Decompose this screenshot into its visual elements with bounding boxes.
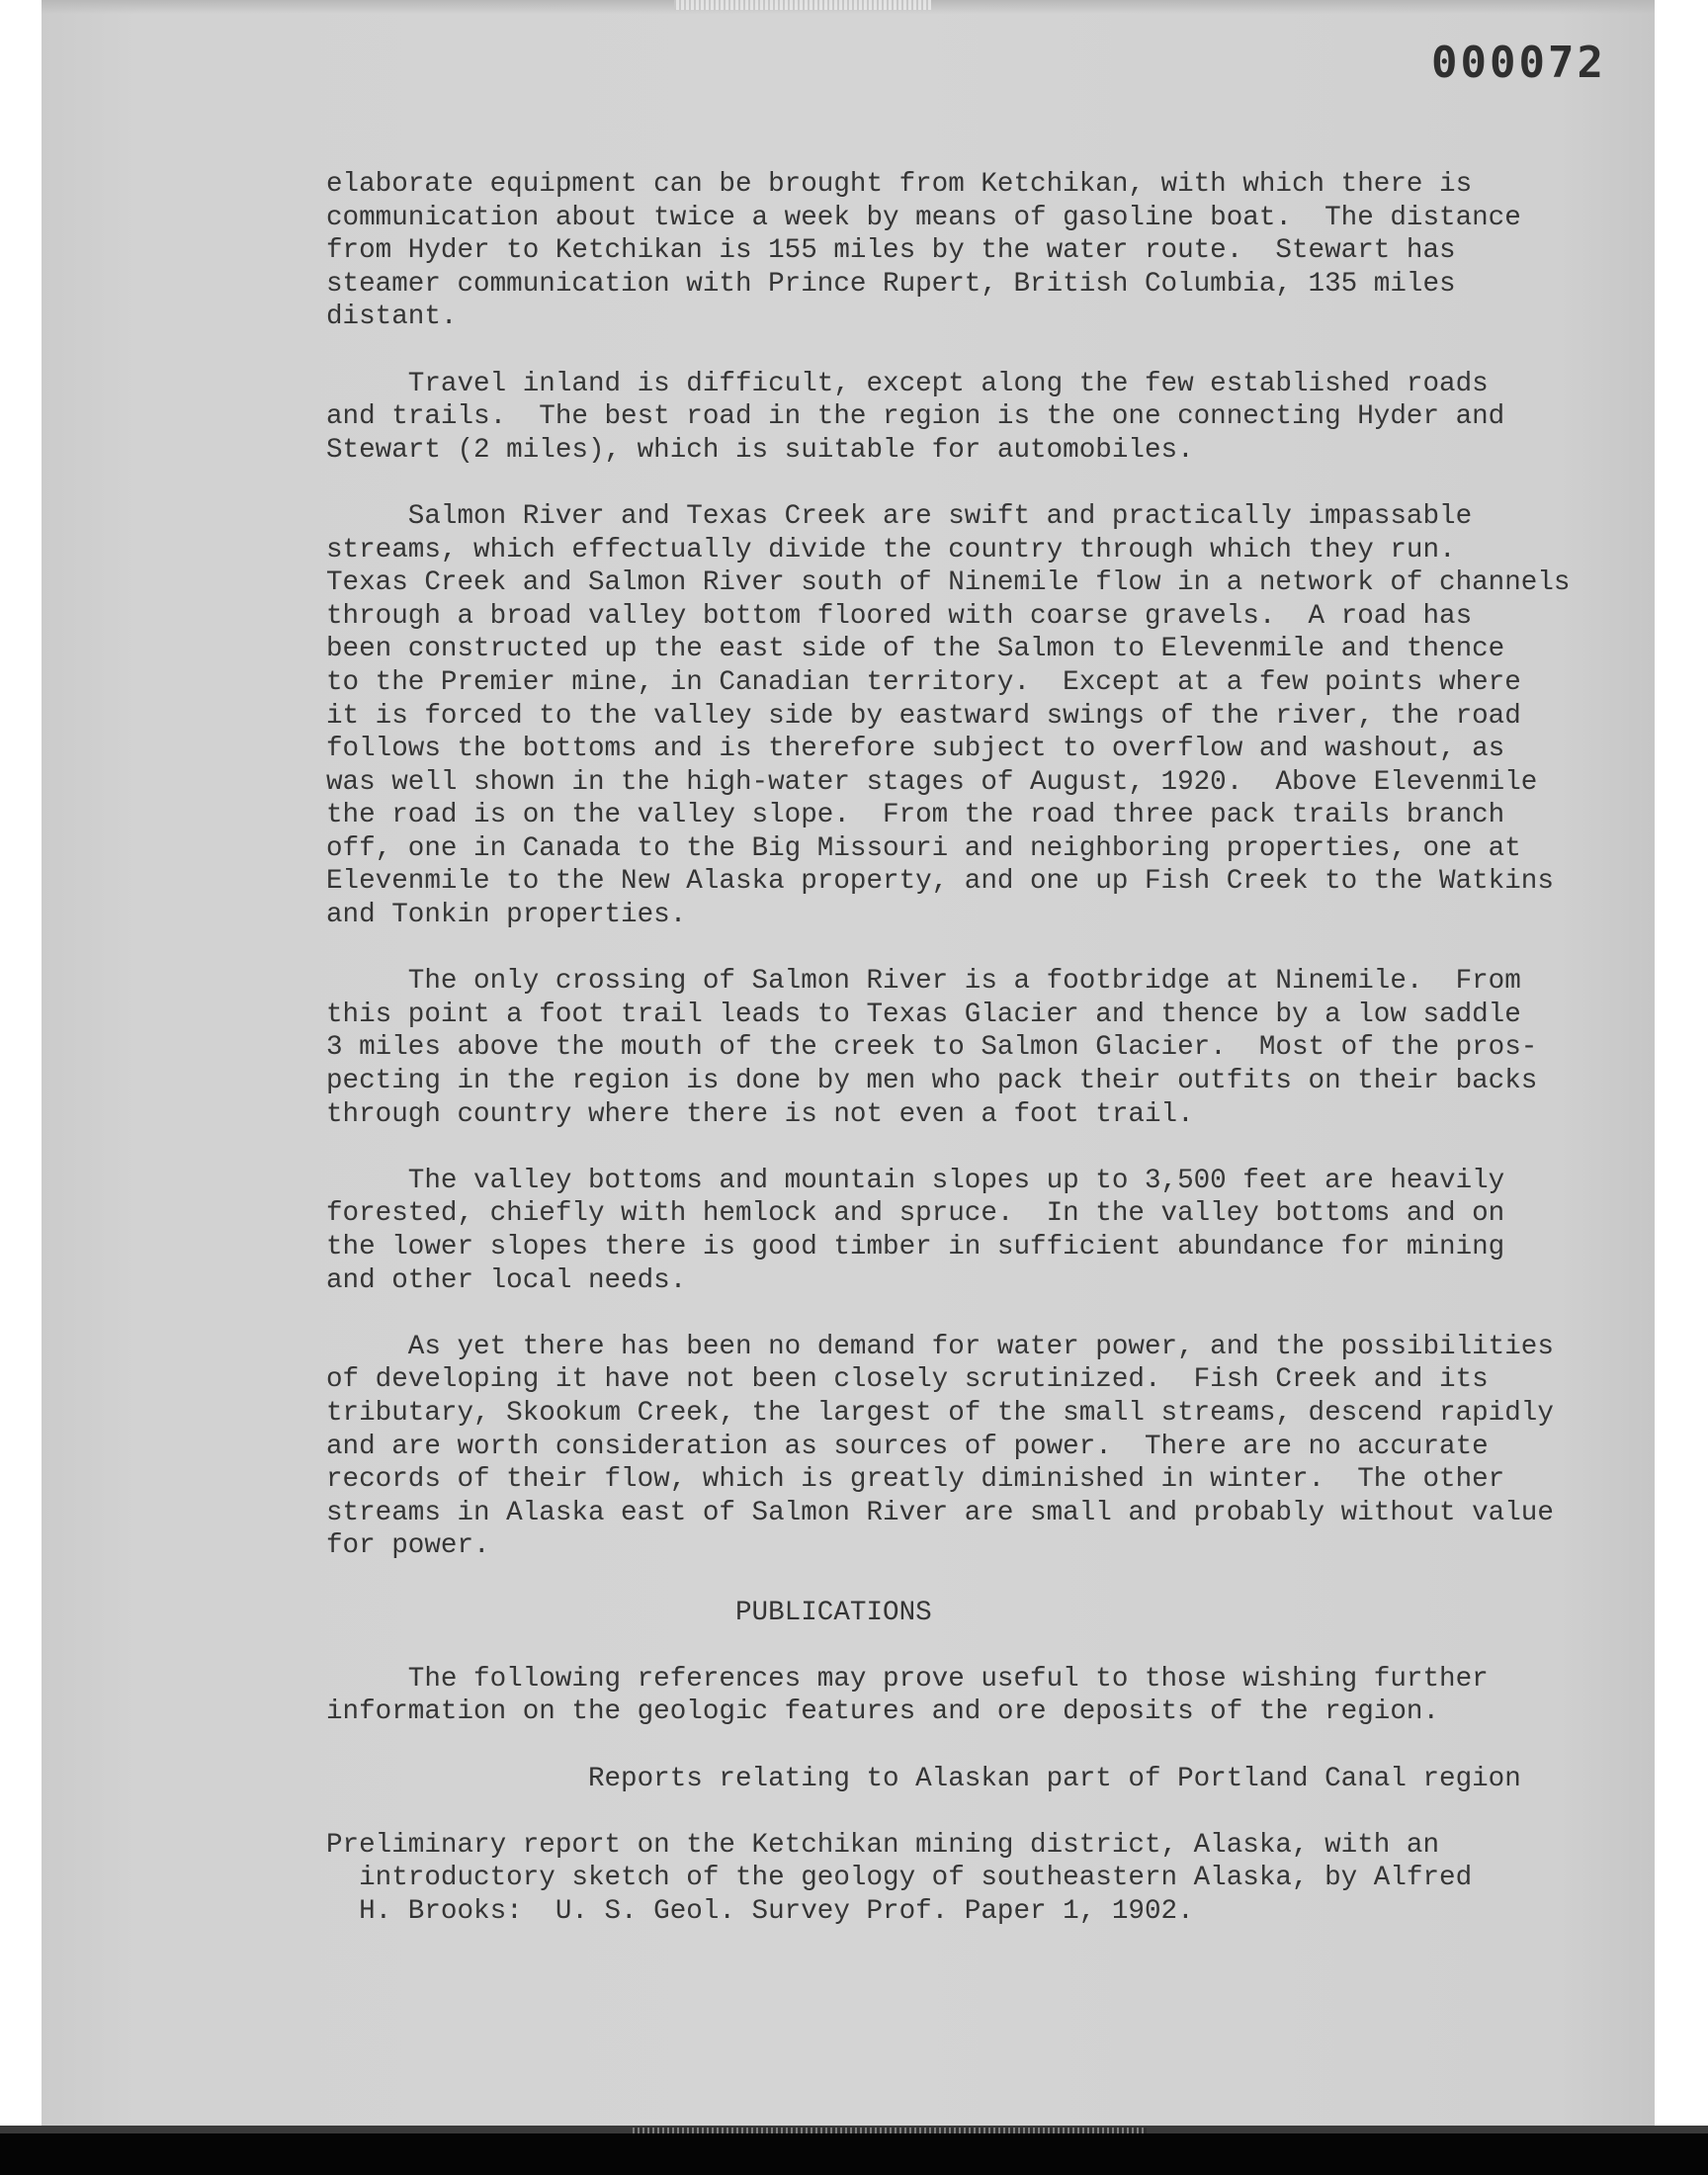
text-line: and Tonkin properties. — [326, 900, 687, 931]
text-line: distant. — [326, 302, 458, 333]
text-line: The only crossing of Salmon River is a footbridge at Ninemile. From — [326, 966, 1521, 998]
text-line: this point a foot trail leads to Texas Glacier and thence by a low saddle — [326, 999, 1521, 1030]
text-line: Texas Creek and Salmon River south of Ninemile flow in a network of channels — [326, 567, 1571, 599]
scan-border — [0, 2126, 1708, 2175]
text-line: streams, which effectually divide the country through which they run. — [326, 534, 1456, 566]
text-line: records of their flow, which is greatly diminished in winter. The other — [326, 1464, 1505, 1496]
text-line: Travel inland is difficult, except along the few established roads — [326, 368, 1489, 399]
paragraph-gap — [326, 334, 1611, 368]
text-line: Salmon River and Texas Creek are swift and practically impassable — [326, 500, 1473, 532]
text-line: 3 miles above the mouth of the creek to Salmon Glacier. Most of the pros- — [326, 1032, 1538, 1064]
paragraph-gap — [326, 1131, 1611, 1165]
text-line: been constructed up the east side of the Salmon to Elevenmile and thence — [326, 634, 1505, 665]
text-line: The valley bottoms and mountain slopes up to 3,500 feet are heavily — [326, 1165, 1505, 1196]
text-line: and are worth consideration as sources of power. There are no accurate — [326, 1431, 1489, 1462]
text-line: As yet there has been no demand for water power, and the possibilities — [326, 1331, 1554, 1362]
text-line: it is forced to the valley side by eastward swings of the river, the road — [326, 700, 1521, 732]
document-page — [42, 0, 1655, 2126]
body-text — [326, 168, 1611, 1928]
text-line: the lower slopes there is good timber in sufficient abundance for mining — [326, 1232, 1505, 1262]
text-line: forested, chiefly with hemlock and spruce. In the valley bottoms and on — [326, 1198, 1505, 1230]
scan-artifact — [633, 2128, 1147, 2133]
text-line: through a broad valley bottom floored with coarse gravels. A road has — [326, 600, 1473, 632]
paragraph-gap — [326, 1629, 1611, 1663]
text-line: follows the bottoms and is therefore subject to overflow and washout, as — [326, 734, 1505, 765]
reference-line: introductory sketch of the geology of southeastern Alaska, by Alfred — [326, 1863, 1473, 1894]
text-line: communication about twice a week by means of gasoline boat. The distance — [326, 202, 1521, 233]
text-line: elaborate equipment can be brought from Ketchikan, with which there is — [326, 169, 1473, 200]
text-line: and trails. The best road in the region is the one connecting Hyder and — [326, 401, 1505, 433]
reference-line: Preliminary report on the Ketchikan mining district, Alaska, with an — [326, 1829, 1440, 1861]
scan-artifact — [674, 0, 931, 10]
text-line: and other local needs. — [326, 1264, 687, 1296]
paragraph-gap — [326, 1795, 1611, 1829]
paragraph-gap — [326, 1729, 1611, 1763]
paragraph-gap — [326, 467, 1611, 500]
text-line: for power. — [326, 1530, 490, 1562]
subsection-heading: Reports relating to Alaskan part of Portland Canal region — [326, 1763, 1521, 1794]
text-line: steamer communication with Prince Rupert, British Columbia, 135 miles — [326, 268, 1456, 300]
text-line: pecting in the region is done by men who pack their outfits on their backs — [326, 1066, 1538, 1097]
page-number: 000072 — [1431, 38, 1606, 88]
paragraph-gap — [326, 932, 1611, 966]
text-line: streams in Alaska east of Salmon River are small and probably without value — [326, 1497, 1554, 1528]
paragraph-gap — [326, 1563, 1611, 1597]
text-line: off, one in Canada to the Big Missouri and neighboring properties, one at — [326, 832, 1521, 864]
reference-line: H. Brooks: U. S. Geol. Survey Prof. Paper 1, 1902. — [326, 1895, 1194, 1927]
text-line: the road is on the valley slope. From the road three pack trails branch — [326, 800, 1505, 831]
text-line: to the Premier mine, in Canadian territory. Except at a few points where — [326, 666, 1521, 698]
section-heading: PUBLICATIONS — [326, 1597, 932, 1628]
text-line: from Hyder to Ketchikan is 155 miles by the water route. Stewart has — [326, 235, 1456, 267]
text-line: The following references may prove useful to those wishing further — [326, 1663, 1489, 1695]
text-line: through country where there is not even a foot trail. — [326, 1098, 1194, 1130]
text-line: Stewart (2 miles), which is suitable for automobiles. — [326, 434, 1194, 466]
text-line: tributary, Skookum Creek, the largest of the small streams, descend rapidly — [326, 1397, 1554, 1429]
text-line: of developing it have not been closely scrutinized. Fish Creek and its — [326, 1364, 1489, 1396]
text-line: was well shown in the high-water stages of August, 1920. Above Elevenmile — [326, 766, 1538, 798]
paragraph-gap — [326, 1297, 1611, 1331]
text-line: Elevenmile to the New Alaska property, and one up Fish Creek to the Watkins — [326, 866, 1554, 898]
text-line: information on the geologic features and ore deposits of the region. — [326, 1696, 1440, 1728]
